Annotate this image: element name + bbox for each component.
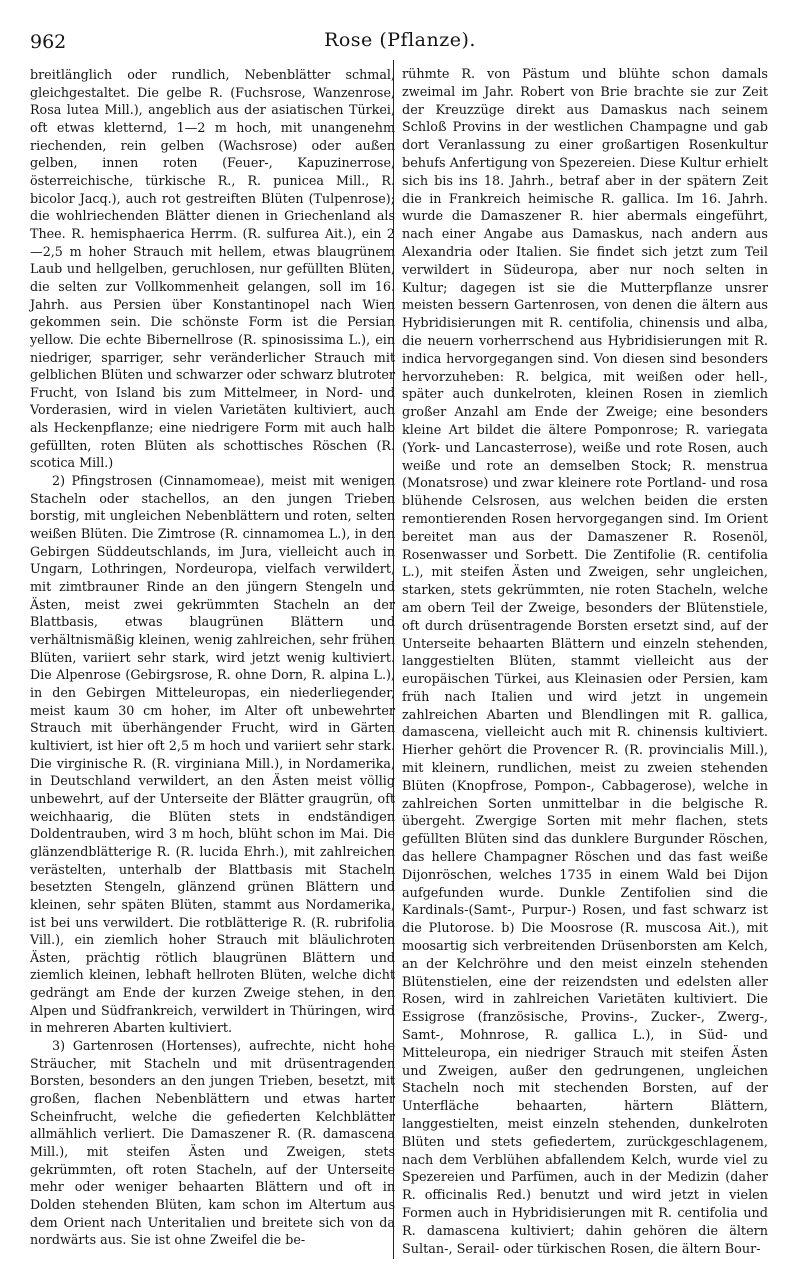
page-header [30, 29, 770, 55]
right-column [402, 66, 768, 1258]
left-column [30, 66, 395, 1249]
paragraph-pfingstrosen: 2) Pfingstrosen (Cinnamomeae), meist mit wenigen Stacheln oder stachellos, an den jungen Trieben borstig, mit ungleichen Nebenblättern und roten, selten weißen Blüten. Die Zimtrose (R. cinnamomea L.), in den Gebirgen Süddeutschlands, im Jura, vielleicht auch in Ungarn, Lothringen, Nordeuropa, vielfach verwildert, mit zimtbrauner Rinde an den jüngern Stengeln und Ästen, meist zwei gekrümmten Stacheln an der Blattbasis, etwas blaugrünen Blättern und verhältnismäßig kleinen, wenig zahlreichen, sehr frühen Blüten, variiert sehr stark, wird jetzt wenig kultiviert. Die Alpenrose (Gebirgsrose, R. ohne Dorn, R. alpina L.), in den Gebirgen Mitteleuropas, ein niederliegender, meist kaum 30 cm hoher, im Alter oft unbewehrter Strauch mit überhängender Frucht, wird in Gärten kultiviert, ist hier oft 2,5 m hoch und variiert sehr stark. Die virginische R. (R. virginiana Mill.), in Nordamerika, in Deutschland verwildert, an den Ästen meist völlig unbewehrt, auf der Unterseite der Blätter graugrün, oft weichhaarig, die Blüten stets in endständigen Doldentrauben, wird 3 m hoch, blüht schon im Mai. Die glänzendblätterige R. (R. lucida Ehrh.), mit zahlreichen verästelten, unterhalb der Blattbasis mit Stacheln besetzten Stengeln, glänzend grünen Blättern und kleinen, sehr späten Blüten, stammt aus Nordamerika, ist bei uns verwildert. Die rotblätterige R. (R. rubrifolia Vill.), ein ziemlich hoher Strauch mit bläulichroten Ästen, prächtig rötlich blaugrünen Blättern und ziemlich kleinen, lebhaft hellroten Blüten, welche dicht gedrängt am Ende der kurzen Zweige stehen, in den Alpen und Südfrankreich, verwildert in Thüringen, wird in mehreren Abarten kultiviert. [30, 473, 395, 1036]
paragraph-damaszener-rose: rühmte R. von Pästum und blühte schon damals zweimal im Jahr. Robert von Brie brachte sie zur Zeit der Kreuzzüge direkt aus Damaskus nach seinem Schloß Provins in der westlichen Champagne und gab dort Veranlassung zu einer großartigen Rosenkultur behufs Anfertigung von Spezereien. Diese Kultur erhielt sich bis ins 18. Jahrh., betraf aber in der spätern Zeit die in Frankreich heimische R. gallica. Im 16. Jahrh. wurde die Damaszener R. hier abermals eingeführt, nach einer Angabe aus Damaskus, nach andern aus Alexandria oder Italien. Sie findet sich jetzt zum Teil verwildert in Südeuropa, aber nur noch selten in Kultur; dagegen ist sie die Mutterpflanze unsrer meisten bessern Gartenrosen, von denen die ältern aus Hybridisierungen mit R. centifolia, chinensis und alba, die neuern vorherrschend aus Hybridisierungen mit R. indica hervorgegangen sind. Von diesen sind besonders hervorzuheben: R. belgica, mit weißen oder hell-, später auch dunkelroten, kleinen Rosen in ziemlich großer Anzahl am Ende der Zweige; eine besonders kleine Art bildet die ältere Pomponrose; R. variegata (York- und Lancasterrose), weiße und rote Rosen, auch weiße und rote an demselben Stock; R. menstrua (Monatsrose) und zwar kleinere rote Portland- und rosa blühende Celsrosen, aus welchen beiden die ersten remontierenden Rosen hervorgegangen sind. Im Orient bereitet man aus der Damaszener R. Rosenöl, Rosenwasser und Sorbett. Die Zentifolie (R. centifolia L.), mit steifen Ästen und Zweigen, sehr ungleichen, starken, stets gekrümmten, nie roten Stacheln, welche am obern Teil der Zweige, besonders der Blütenstiele, oft durch drüsentragende Borsten ersetzt sind, auf der Unterseite behaarten Blättern und einzeln stehenden, langgestielten Blüten, stammt vielleicht aus der europäischen Türkei, aus Kleinasien oder Persien, kam früh nach Italien und wird jetzt in ungemein zahlreichen Abarten und Blendlingen mit R. gallica, damascena, vielleicht auch mit R. chinensis kultiviert. Hierher gehört die Provencer R. (R. provincialis Mill.), mit kleinern, rundlichen, meist zu zweien stehenden Blüten (Knopfrose, Pompon-, Cabbagerose), welche in zahlreichen Sorten unmittelbar in die belgische R. übergeht. Zwergige Sorten mit mehr flachen, stets gefüllten Blüten sind das dunklere Burgunder Röschen, das hellere Champagner Röschen und das fast weiße Dijonröschen, welches 1735 in einem Wald bei Dijon aufgefunden wurde. Dunkle Zentifolien sind die Kardinals-(Samt-, Purpur-) Rosen, und fast schwarz ist die Plutorose. b) Die Moosrose (R. muscosa Ait.), mit moosartig sich verbreitenden Drüsenborsten am Kelch, an der Kelchröhre und den meist einzeln stehenden Blütenstielen, eine der reizendsten und edelsten aller Rosen, wird in zahlreichen Varietäten kultiviert. Die Essigrose (französische, Provins-, Zucker-, Zwerg-, Samt-, Mohnrose, R. gallica L.), in Süd- und Mitteleuropa, ein niedriger Strauch mit steifen Ästen und Zweigen, außer den gedrungenen, ungleichen Stacheln noch mit stechenden Borsten, auf der Unterfläche behaarten, härtern Blättern, langgestielten, meist einzeln stehenden, dunkelroten Blüten und stets gefiedertem, zurückgeschlagenem, nach dem Verblühen abfallendem Kelch, wurde viel zu Spezereien und Parfümen, auch in der Medizin (daher R. officinalis Red.) benutzt und wird jetzt in vielen Formen auch in Hybridisierungen mit R. centifolia und R. damascena kultiviert; dahin gehören die ältern Sultan-, Serail- oder türkischen Rosen, die ältern Bour- [402, 67, 768, 1257]
page-number: 962 [30, 31, 67, 53]
running-title: Rose (Pflanze). [324, 29, 476, 51]
paragraph-continuation: breitlänglich oder rundlich, Nebenblätter schmal, gleichgestaltet. Die gelbe R. (Fuchsrose, Wanzenrose, Rosa lutea Mill.), angeblich aus der asiatischen Türkei, oft etwas kletternd, 1—2 m hoch, mit unangenehm riechenden, rein gelben (Wachsrose) oder außen gelben, innen roten (Feuer-, Kapuzinerrose, österreichische, türkische R., R. punicea Mill., R. bicolor Jacq.), auch rot gestreiften Blüten (Tulpenrose); die wohlriechenden Blätter dienen in Griechenland als Thee. R. hemisphaerica Herrm. (R. sulfurea Ait.), ein 2—2,5 m hoher Strauch mit hellem, etwas blaugrünem Laub und hellgelben, geruchlosen, nur gefüllten Blüten, die selten zur Vollkommenheit gelangen, soll im 16. Jahrh. aus Persien über Konstantinopel nach Wien gekommen sein. Die schönste Form ist die Persian yellow. Die echte Bibernellrose (R. spinosissima L.), ein niedriger, sparriger, sehr veränderlicher Strauch mit gelblichen Blüten und schwarzer oder schwarz blutroter Frucht, von Island bis zum Mittelmeer, in Nord- und Vorderasien, wird in vielen Varietäten kultiviert, auch als Heckenpflanze; eine niedrigere Form mit auch halb gefüllten, roten Blüten als schottisches Röschen (R. scotica Mill.) [30, 67, 395, 471]
paragraph-gartenrosen: 3) Gartenrosen (Hortenses), aufrechte, nicht hohe Sträucher, mit Stacheln und mit drüsentragenden Borsten, besonders an den jungen Trieben, besetzt, mit großen, flachen Nebenblättern und etwas harter Scheinfrucht, welche die gefiederten Kelchblätter allmählich verliert. Die Damaszener R. (R. damascena Mill.), mit steifen Ästen und Zweigen, stets gekrümmten, oft roten Stacheln, auf der Unterseite mehr oder weniger behaarten Blättern und oft in Dolden stehenden Blüten, kam schon im Altertum aus dem Orient nach Unteritalien und breitete sich von da nordwärts aus. Sie ist ohne Zweifel die be- [30, 1038, 395, 1248]
